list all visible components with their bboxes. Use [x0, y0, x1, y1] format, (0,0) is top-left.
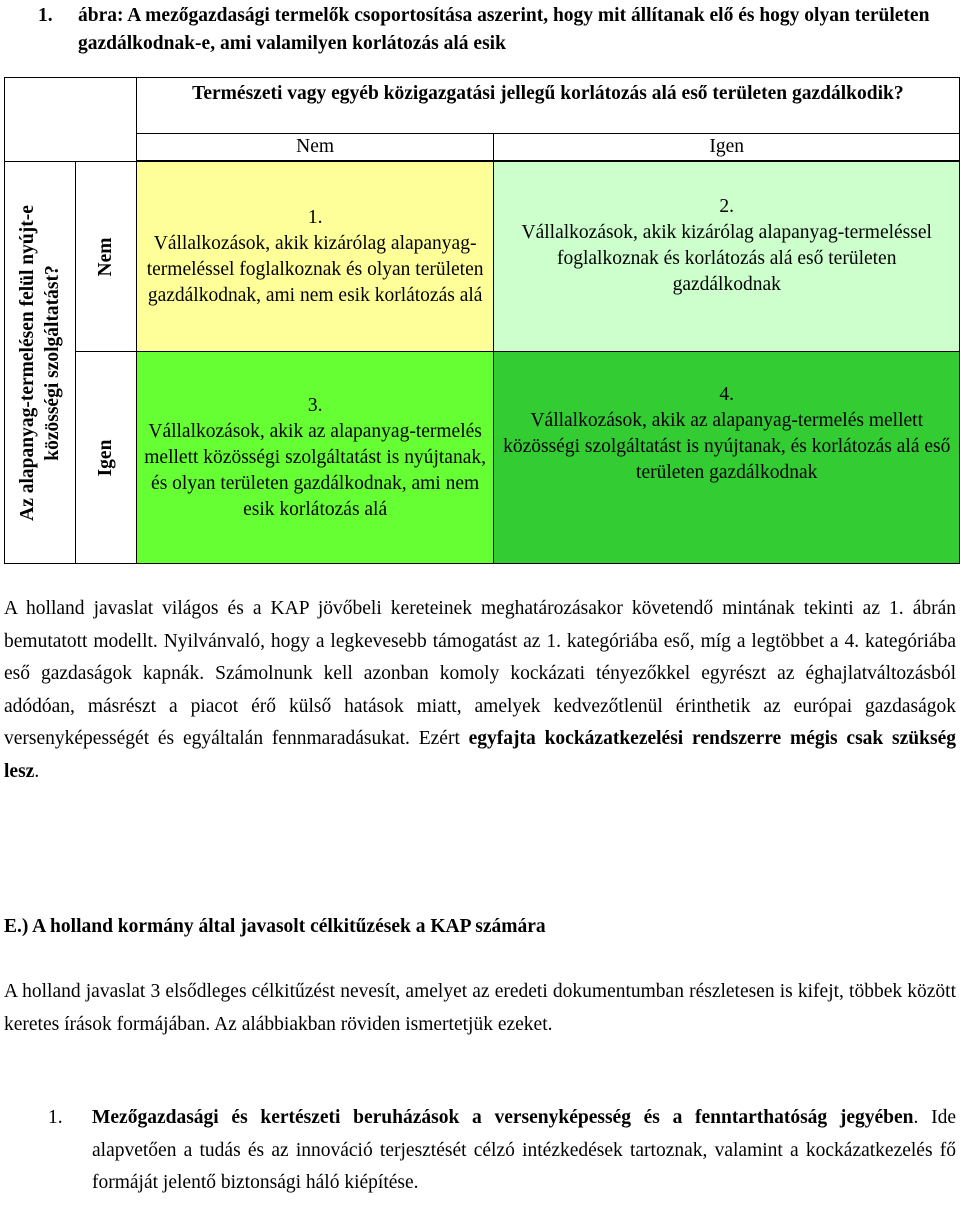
category-2-cell: [494, 162, 960, 352]
row-question-cell: [5, 162, 76, 564]
category-4-text: Vállalkozások, akik az alapanyag-termelés mellett közösségi szolgáltatást is nyújtanak, és korlátozás alá eső területen gazdálkodnak: [503, 410, 951, 483]
row-no-label: Nem: [94, 237, 116, 276]
category-1-number: 1.: [307, 206, 323, 228]
category-2-number: 2.: [719, 196, 735, 217]
figure-caption: [38, 2, 938, 58]
category-4-cell: [494, 352, 960, 564]
paragraph-1-end: .: [34, 760, 40, 782]
section-heading: E.) A holland kormány által javasolt célkitűzések a KAP számára: [4, 916, 546, 937]
list-item-1: [4, 1102, 956, 1200]
category-2-text: Vállalkozások, akik kizárólag alapanyag-termeléssel foglalkoznak és korlátozás alá eső területen gazdálkodnak: [521, 222, 932, 295]
category-3-cell: [136, 352, 494, 564]
list-item-1-bold: Mezőgazdasági és kertészeti beruházások a versenyképesség és a fenntarthatóság jegyében: [92, 1107, 914, 1128]
paragraph-2: A holland javaslat 3 elsődleges célkitűzést nevesít, amelyet az eredeti dokumentumban részletesen is kifejt, többek között keretes írások formájában. Az alábbiakban röviden ismertetjük ezeket.: [4, 981, 956, 1035]
category-4-number: 4.: [719, 384, 735, 405]
list-item-1-text: [4, 1102, 956, 1200]
row-yes-cell: [75, 352, 136, 564]
column-question: Természeti vagy egyéb közigazgatási jellegű korlátozás alá eső területen gazdálkodik?: [136, 78, 959, 134]
column-no-label: Nem: [136, 134, 494, 161]
matrix-corner: [5, 78, 137, 162]
row-no-cell: [75, 162, 136, 352]
classification-matrix: [4, 77, 960, 564]
category-1-text: Vállalkozások, akik kizárólag alapanyag-termeléssel foglalkoznak és olyan területen gazdálkodnak, ami nem esik korlátozás alá: [146, 232, 484, 306]
row-yes-label: Igen: [94, 439, 116, 476]
category-1-cell: [136, 162, 494, 352]
caption-number: 1.: [38, 5, 53, 26]
row-question: Az alapanyag-termelésen felül nyújt-e közösségi szolgáltatást?: [16, 204, 63, 521]
category-3-number: 3.: [307, 394, 323, 416]
category-3-text: Vállalkozások, akik az alapanyag-termelés mellett közösségi szolgáltatást is nyújtanak, és olyan területen gazdálkodnak, ami nem esik korlátozás alá: [144, 420, 486, 520]
column-yes-label: Igen: [494, 134, 960, 161]
caption-text: ábra: A mezőgazdasági termelők csoportosítása aszerint, hogy mit állítanak elő és hogy olyan területen gazdálkodnak-e, ami valamilyen korlátozás alá esik: [78, 5, 930, 54]
paragraph-1: [4, 593, 956, 788]
list-item-1-number: 1.: [48, 1107, 63, 1128]
paragraph-1-text: A holland javaslat világos és a KAP jövőbeli kereteinek meghatározásakor követendő mintának tekinti az 1. ábrán bemutatott modellt. Nyilvánvaló, hogy a legkevesebb támogatást az 1. kategóriába eső, míg a legtöbbet a 4. kategóriába eső gazdaságok kapnák. Számolnunk kell azonban komoly kockázati tényezőkkel egyrészt az éghajlatváltozásból adódóan, másrészt a piacot érő külső hatások miatt, amelyek kedvezőtlenül érinthetik az európai gazdaságok versenyképességét és egyáltalán fennmaradásukat. Ezért: [4, 598, 956, 749]
paragraph-1-bold: egyfajta kockázatkezelési rendszerre mégis csak szükség lesz: [4, 728, 956, 782]
list-item-1-normal: . Ide alapvetően a tudás és az innováció terjesztését célzó intézkedések tartoznak, valamint a kockázatkezelés fő formáját jelentő biztonsági háló kiépítése.: [92, 1107, 956, 1193]
